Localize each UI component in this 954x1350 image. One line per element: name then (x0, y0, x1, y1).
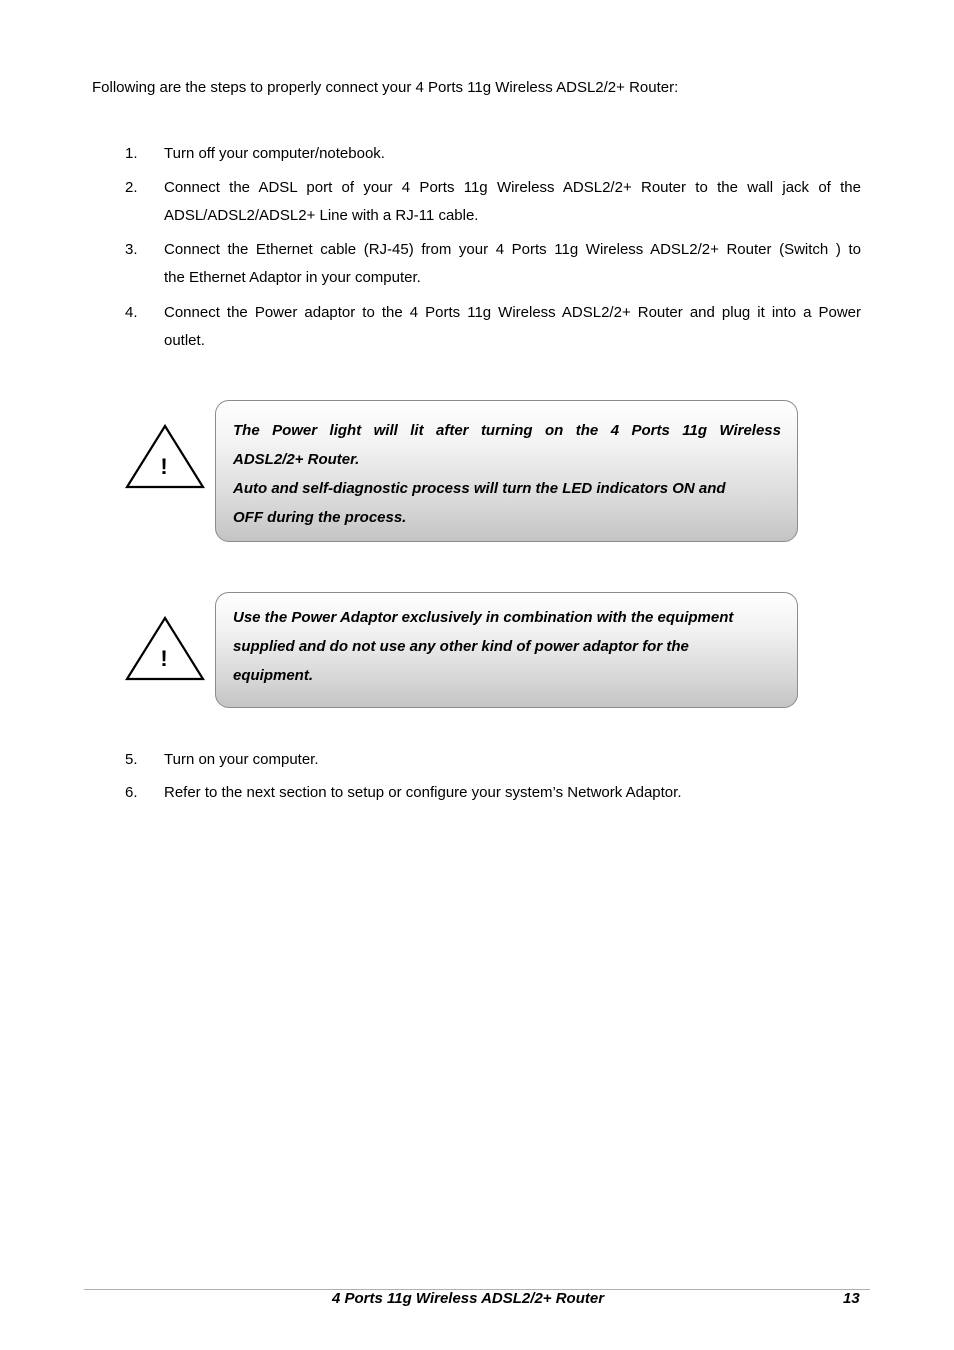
step-number: 2. (125, 179, 138, 196)
step-line: ADSL/ADSL2/ADSL2+ Line with a RJ-11 cable. (164, 207, 479, 224)
step-line: the Ethernet Adaptor in your computer. (164, 269, 421, 286)
exclamation-mark: ! (160, 454, 168, 479)
step-text (164, 779, 861, 807)
step-text (164, 140, 861, 168)
step-line: outlet. (164, 332, 205, 349)
step-line: Connect the Power adaptor to the 4 Ports 11g Wireless ADSL2/2+ Router and plug it into a Power (164, 304, 861, 321)
note-line: supplied and do not use any other kind of power adaptor for the (233, 638, 689, 655)
step-number: 5. (125, 751, 138, 768)
step-line: Turn on your computer. (164, 751, 319, 768)
step-number: 4. (125, 304, 138, 321)
step-line: Turn off your computer/notebook. (164, 145, 385, 162)
step-number: 6. (125, 784, 138, 801)
step-text (164, 174, 861, 230)
step-number: 3. (125, 241, 138, 258)
step-text (164, 236, 861, 292)
footer-title: 4 Ports 11g Wireless ADSL2/2+ Router (332, 1290, 605, 1307)
note-line: OFF during the process. (233, 509, 407, 526)
note-line: The Power light will lit after turning on the 4 Ports 11g Wireless (233, 422, 781, 439)
note-line: Auto and self-diagnostic process will turn the LED indicators ON and (233, 480, 726, 497)
step-text (164, 746, 861, 774)
page-number: 13 (843, 1290, 860, 1307)
exclamation-mark: ! (160, 646, 168, 671)
note-line: Use the Power Adaptor exclusively in combination with the equipment (233, 609, 734, 626)
note-line: equipment. (233, 667, 314, 684)
step-line: Connect the Ethernet cable (RJ-45) from your 4 Ports 11g Wireless ADSL2/2+ Router (Switch ) to (164, 241, 861, 258)
note-line: ADSL2/2+ Router. (233, 451, 360, 468)
note-box (215, 592, 798, 708)
step-text (164, 299, 861, 355)
step-number: 1. (125, 145, 138, 162)
step-line: Refer to the next section to setup or configure your system’s Network Adaptor. (164, 784, 682, 801)
note-box (215, 400, 798, 542)
warning-triangle-icon (125, 616, 205, 682)
step-line: Connect the ADSL port of your 4 Ports 11g Wireless ADSL2/2+ Router to the wall jack of the (164, 179, 861, 196)
warning-triangle-icon (125, 424, 205, 490)
intro-paragraph: Following are the steps to properly connect your 4 Ports 11g Wireless ADSL2/2+ Router: (92, 79, 679, 96)
